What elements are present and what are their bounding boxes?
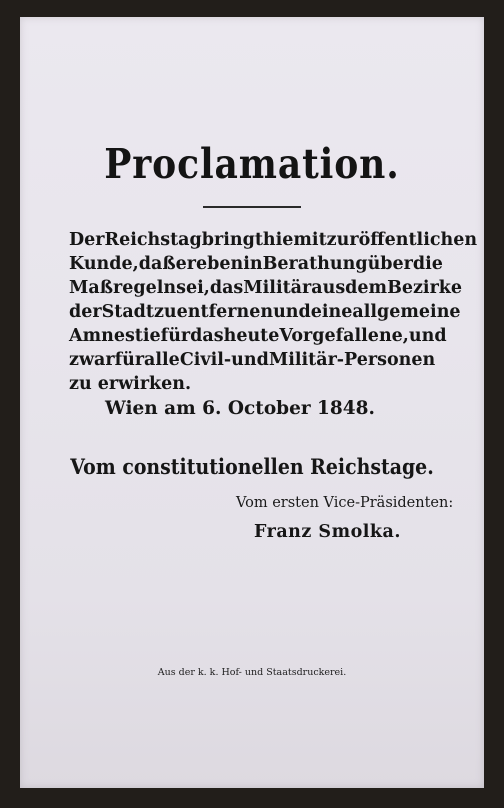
body-word: Militär <box>243 278 312 298</box>
body-line <box>69 326 447 346</box>
body-word: daß <box>138 254 176 274</box>
proclamation-title: Proclamation. <box>104 140 400 188</box>
body-word: Amnestie <box>69 326 161 346</box>
body-word: zu <box>153 302 177 322</box>
signer-name: Franz Smolka. <box>254 522 401 542</box>
body-word: Berathung <box>262 254 368 274</box>
body-line <box>69 302 461 322</box>
body-line <box>69 254 443 274</box>
body-word: Vorgefallene, <box>279 326 409 346</box>
body-word: und <box>408 326 447 346</box>
body-word: in <box>243 254 263 274</box>
issuing-authority: Vom constitutionellen Reichstage. <box>70 454 434 479</box>
body-word: Bezirke <box>387 278 463 298</box>
body-word: aus <box>311 278 346 298</box>
body-word: für <box>114 350 145 370</box>
body-word: öffentlichen <box>358 230 478 250</box>
body-word: er <box>175 254 196 274</box>
printer-imprint: Aus der k. k. Hof- und Staatsdruckerei. <box>157 667 347 678</box>
body-word: eben <box>195 254 244 274</box>
body-word: hiemit <box>262 230 327 250</box>
body-word: entfernen <box>176 302 274 322</box>
body-word: zwar <box>69 350 115 370</box>
body-word: der <box>69 302 102 322</box>
body-line <box>69 230 478 250</box>
body-word: das <box>190 326 224 346</box>
body-word: Reichstag <box>104 230 202 250</box>
body-last-line: zu erwirken. <box>69 374 192 394</box>
body-word: eine <box>310 302 353 322</box>
body-word: sei, <box>176 278 210 298</box>
body-word: und <box>231 350 269 370</box>
body-word: über <box>367 254 413 274</box>
body-word: und <box>273 302 311 322</box>
body-word: das <box>209 278 244 298</box>
body-word: alle <box>144 350 180 370</box>
body-word: Civil- <box>179 350 232 370</box>
body-word: Kunde, <box>69 254 139 274</box>
body-word: zur <box>326 230 359 250</box>
body-word: Maßregeln <box>69 278 177 298</box>
body-line <box>69 278 463 298</box>
body-word: für <box>160 326 191 346</box>
title-divider <box>203 206 301 208</box>
body-word: Stadt <box>101 302 154 322</box>
body-word: heute <box>223 326 280 346</box>
body-word: Der <box>69 230 105 250</box>
date-line: Wien am 6. October 1848. <box>105 398 375 419</box>
body-word: allgemeine <box>352 302 461 322</box>
vice-president-label: Vom ersten Vice-Präsidenten: <box>236 495 454 511</box>
body-word: bringt <box>201 230 263 250</box>
body-word: dem <box>345 278 388 298</box>
body-word: die <box>412 254 443 274</box>
body-word: Militär-Personen <box>268 350 436 370</box>
body-line <box>69 350 436 370</box>
